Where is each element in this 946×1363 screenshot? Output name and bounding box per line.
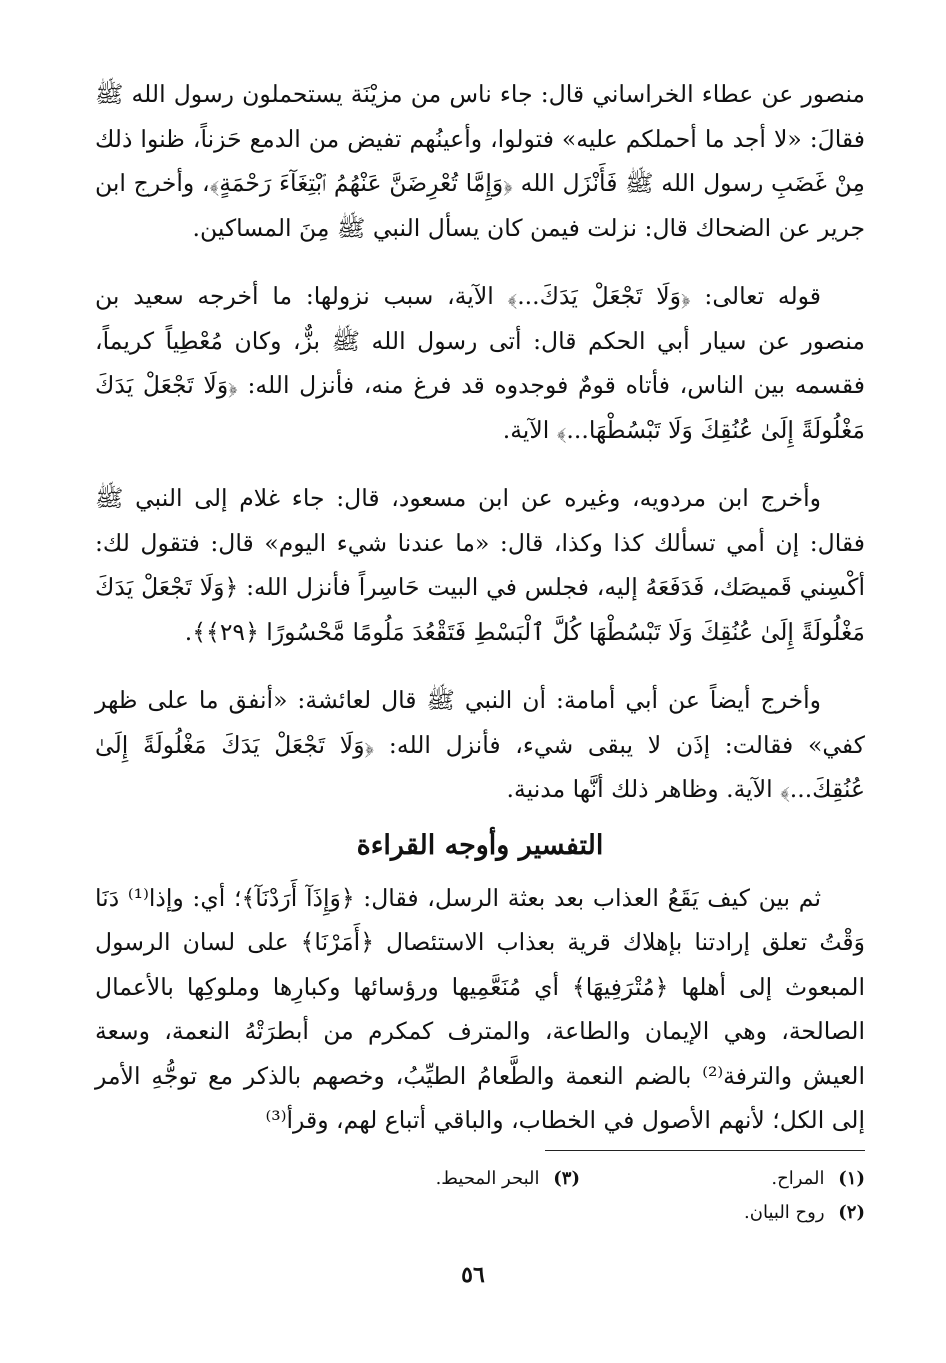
footnote-2 xyxy=(580,1196,865,1230)
footnote-3 xyxy=(295,1162,580,1196)
footnotes xyxy=(95,1162,865,1230)
footnote-row-2 xyxy=(95,1196,865,1230)
page-number: ٥٦ xyxy=(461,1262,485,1288)
footnote-1 xyxy=(580,1162,865,1196)
footnote-2-text: روح البيان. xyxy=(744,1202,825,1223)
footnote-1-number: (١) xyxy=(838,1168,865,1189)
paragraph-1: منصور عن عطاء الخراساني قال: جاء ناس من مزيْنَة يستحملون رسول الله ﷺ فقالَ: «لا أجد ما أحملكم عليه» فتولوا، وأعينُهم تفيض من الدمع حَزناً، ظنوا ذلك مِنْ غَضَبِ رسول الله ﷺ فَأَنْزَل الله ﴿وَإِمَّا تُعْرِضَنَّ عَنْهُمُ ٱبْتِغَآءَ رَحْمَةٍ﴾، وأخرج ابن جرير عن الضحاك قال: نزلت فيمن كان يسأل النبي ﷺ مِنَ المساكين. xyxy=(95,80,865,242)
footnote-2-number: (٢) xyxy=(838,1202,865,1223)
footnote-1-text: المراح. xyxy=(771,1168,825,1189)
footnote-3-text: البحر المحيط. xyxy=(435,1168,540,1189)
page-body xyxy=(95,72,865,1167)
paragraph-3: وأخرج ابن مردويه، وغيره عن ابن مسعود، قال: جاء غلام إلى النبي ﷺ فقال: إن أمي تسألك كذا وكذا، قال: «ما عندنا شيء اليوم» قال: فتقول لك: أكْسِني قَميصَك، فَدَفَعَهُ إليه، فجلس في البيت حَاسِراً فأنزل الله: ﴿وَلَا تَجْعَلْ يَدَكَ مَغْلُولَةً إِلَىٰ عُنُقِكَ وَلَا تَبْسُطْهَا كُلَّ ٱلْبَسْطِ فَتَقْعُدَ مَلُومًا مَّحْسُورًا ﴿٢٩﴾﴾. xyxy=(95,484,865,646)
footnote-divider xyxy=(545,1150,865,1151)
paragraph-5: ثم بين كيف يَقَعُ العذاب بعد بعثة الرسل، فقال: ﴿وَإِذَآ أَرَدْنَآ﴾؛ أي: وإذا⁽¹⁾ دَنَا وَقْتُ تعلق إرادتنا بإهلاك قرية بعذاب الاستئصال ﴿أَمَرْنَا﴾ على لسان الرسول المبعوث إلى أهلها ﴿مُتْرَفِيهَا﴾ أي مُنَعَّمِيها ورؤسائها وكبارِها وملوكِها بالأعمال الصالحة، وهي الإيمان والطاعة، والمترف كمكرم من أبطرَتْهُ النعمة، وسعة العيش والترفة⁽²⁾ بالضم النعمة والطَّعامُ الطيِّبُ، وخصهم بالذكر مع توجُّهِ الأمر إلى الكل؛ لأنهم الأصول في الخطاب، والباقي أتباع لهم، وقرأ⁽³⁾ xyxy=(95,883,865,1134)
paragraph-4: وأخرج أيضاً عن أبي أمامة: أن النبي ﷺ قال لعائشة: «أنفق ما على ظهر كفي» فقالت: إذَن لا يبقى شيء، فأنزل الله: ﴿وَلَا تَجْعَلْ يَدَكَ مَغْلُولَةً إِلَىٰ عُنُقِكَ...﴾ الآية. وظاهر ذلك أنَّها مدنية. xyxy=(95,686,865,803)
footnote-row-1 xyxy=(95,1162,865,1196)
footnote-3-number: (٣) xyxy=(553,1168,580,1189)
section-heading: التفسير وأوجه القراءة xyxy=(356,829,604,861)
paragraph-2: قوله تعالى: ﴿وَلَا تَجْعَلْ يَدَكَ...﴾ الآية، سبب نزولها: ما أخرجه سعيد بن منصور عن سيار أبي الحكم قال: أتى رسول الله ﷺ بزٌّ، وكان مُعْطِياً كريماً، فقسمه بين الناس، فأتاه قومٌ فوجدوه قد فرغ منه، فأنزل الله: ﴿وَلَا تَجْعَلْ يَدَكَ مَغْلُولَةً إِلَىٰ عُنُقِكَ وَلَا تَبْسُطْهَا...﴾ الآية. xyxy=(95,282,865,444)
